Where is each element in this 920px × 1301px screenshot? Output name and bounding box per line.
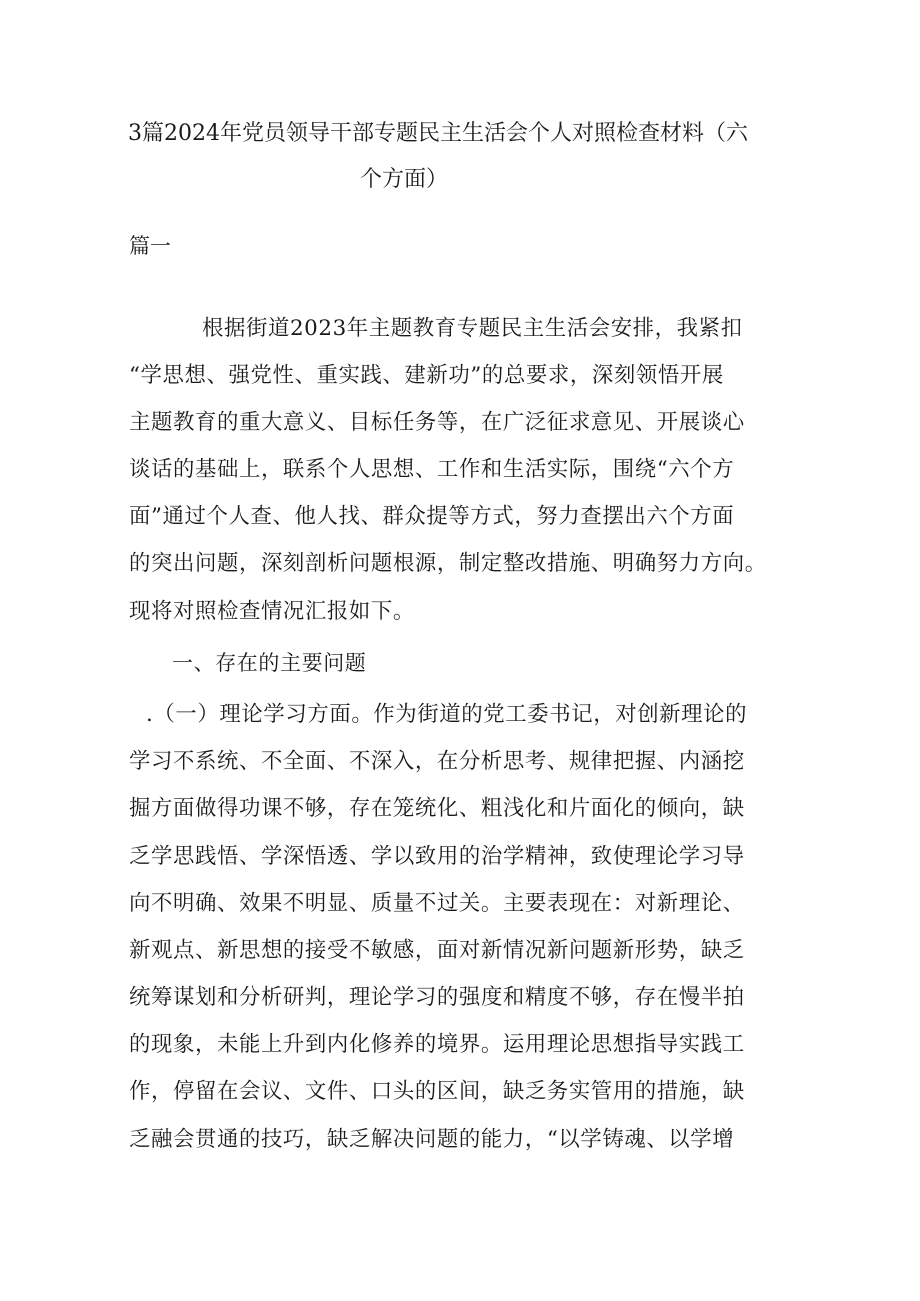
paragraph-line: 乏学思践悟、学深悟透、学以致用的治学精神，致使理论学习导 [129, 844, 745, 869]
paragraph-line: 向不明确、效果不明显、质量不过关。主要表现在：对新理论、 [129, 891, 745, 916]
paragraph-line: 统筹谋划和分析研判，理论学习的强度和精度不够，存在慢半拍 [129, 985, 745, 1010]
intro-line: 现将对照检查情况汇报如下。 [129, 599, 415, 624]
document-title-line-2: 个方面） [360, 167, 449, 192]
paragraph-line: 的现象，未能上升到内化修养的境界。运用理论思想指导实践工 [129, 1032, 745, 1057]
intro-line: 的突出问题，深刻剖析问题根源，制定整改措施、明确努力方向。 [129, 551, 767, 576]
intro-line: 主题教育的重大意义、目标任务等，在广泛征求意见、开展谈心 [129, 410, 745, 435]
paragraph-line: 学习不系统、不全面、不深入，在分析思考、规律把握、内涵挖 [129, 749, 745, 774]
paragraph-line: 作，停留在会议、文件、口头的区间，缺乏务实管用的措施，缺 [129, 1079, 745, 1104]
intro-line: “学思想、强党性、重实践、建新功”的总要求，深刻领悟开展 [129, 363, 724, 388]
document-title-line-1: 3篇2024年党员领导干部专题民主生活会个人对照检查材料（六 [128, 121, 748, 146]
section-label: 篇一 [129, 234, 171, 258]
paragraph-line: .（一）理论学习方面。作为街道的党工委书记，对创新理论的 [146, 702, 748, 727]
paragraph-line: 新观点、新思想的接受不敏感，面对新情况新问题新形势，缺乏 [129, 938, 745, 963]
intro-line: 面”通过个人查、他人找、群众提等方式，努力查摆出六个方面 [129, 504, 735, 529]
section-heading: 一、存在的主要问题 [172, 651, 367, 675]
intro-line: 根据街道2023年主题教育专题民主生活会安排，我紧扣 [202, 316, 743, 341]
intro-line: 谈话的基础上，联系个人思想、工作和生活实际，围绕“六个方 [129, 457, 735, 482]
paragraph-line: 掘方面做得功课不够，存在笼统化、粗浅化和片面化的倾向，缺 [129, 796, 745, 821]
paragraph-line: 乏融会贯通的技巧，缺乏解决问题的能力，“以学铸魂、以学增 [129, 1127, 735, 1152]
